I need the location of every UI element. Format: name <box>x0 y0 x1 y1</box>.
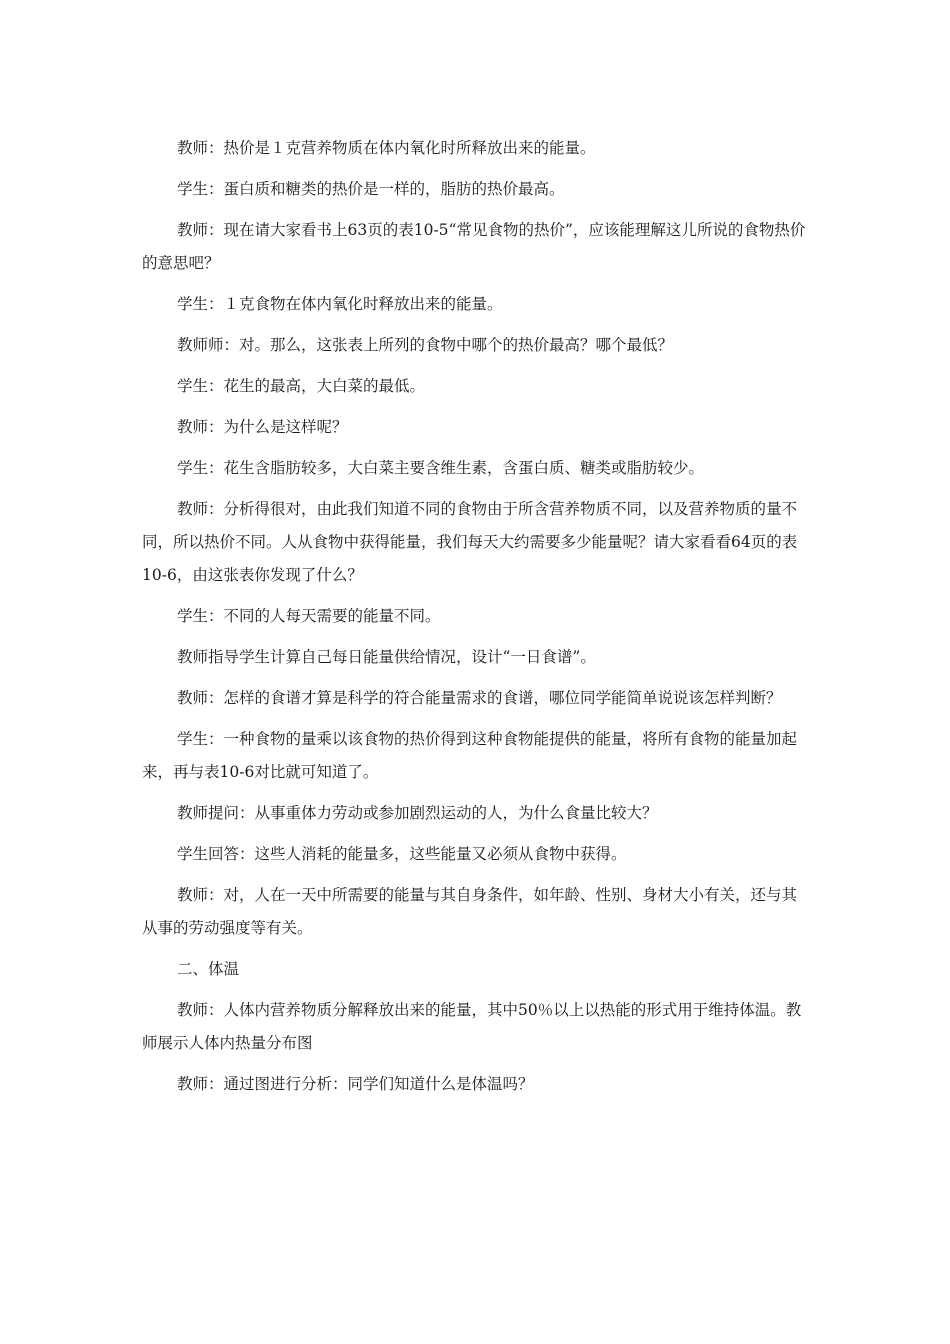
paragraph: 学生回答：这些人消耗的能量多，这些能量又必须从食物中获得。 <box>177 845 627 863</box>
paragraph: 教师师：对。那么，这张表上所列的食物中哪个的热价最高？哪个最低？ <box>177 336 674 354</box>
paragraph: 教师：人体内营养物质分解释放出来的能量，其中50％以上以热能的形式用于维持体温。教师展示人体内热量分布图 <box>142 1001 802 1052</box>
document-body <box>142 132 810 1109</box>
paragraph: 学生：蛋白质和糖类的热价是一样的，脂肪的热价最高。 <box>177 180 565 198</box>
paragraph: 学生：花生含脂肪较多，大白菜主要含维生素，含蛋白质、糖类或脂肪较少。 <box>177 459 705 477</box>
paragraph: 教师：为什么是这样呢？ <box>177 418 348 436</box>
paragraph: 学生：不同的人每天需要的能量不同。 <box>177 607 441 625</box>
paragraph: 教师：对，人在一天中所需要的能量与其自身条件，如年龄、性别、身材大小有关，还与其从事的劳动强度等有关。 <box>142 886 798 937</box>
paragraph: 教师：分析得很对，由此我们知道不同的食物由于所含营养物质不同，以及营养物质的量不同，所以热价不同。人从食物中获得能量，我们每天大约需要多少能量呢？请大家看看64页的表10-6，由这张表你发现了什么？ <box>142 500 798 584</box>
paragraph: 教师：热价是１克营养物质在体内氧化时所释放出来的能量。 <box>177 139 596 157</box>
paragraph: 教师：怎样的食谱才算是科学的符合能量需求的食谱，哪位同学能简单说说该怎样判断？ <box>177 689 782 707</box>
paragraph: 教师：通过图进行分析：同学们知道什么是体温吗？ <box>177 1075 534 1093</box>
section-heading: 二、体温 <box>177 960 240 978</box>
paragraph: 教师指导学生计算自己每日能量供给情况，设计“一日食谱”。 <box>177 648 596 666</box>
paragraph: 教师提问：从事重体力劳动或参加剧烈运动的人，为什么食量比较大？ <box>177 804 658 822</box>
paragraph: 学生：一种食物的量乘以该食物的热价得到这种食物能提供的能量，将所有食物的能量加起来，再与表10-6对比就可知道了。 <box>142 730 798 781</box>
paragraph: 学生：花生的最高，大白菜的最低。 <box>177 377 426 395</box>
paragraph: 学生：１克食物在体内氧化时释放出来的能量。 <box>177 295 503 313</box>
paragraph: 教师：现在请大家看书上63页的表10-5“常见食物的热价”，应该能理解这儿所说的食物热价的意思吧？ <box>142 221 806 272</box>
